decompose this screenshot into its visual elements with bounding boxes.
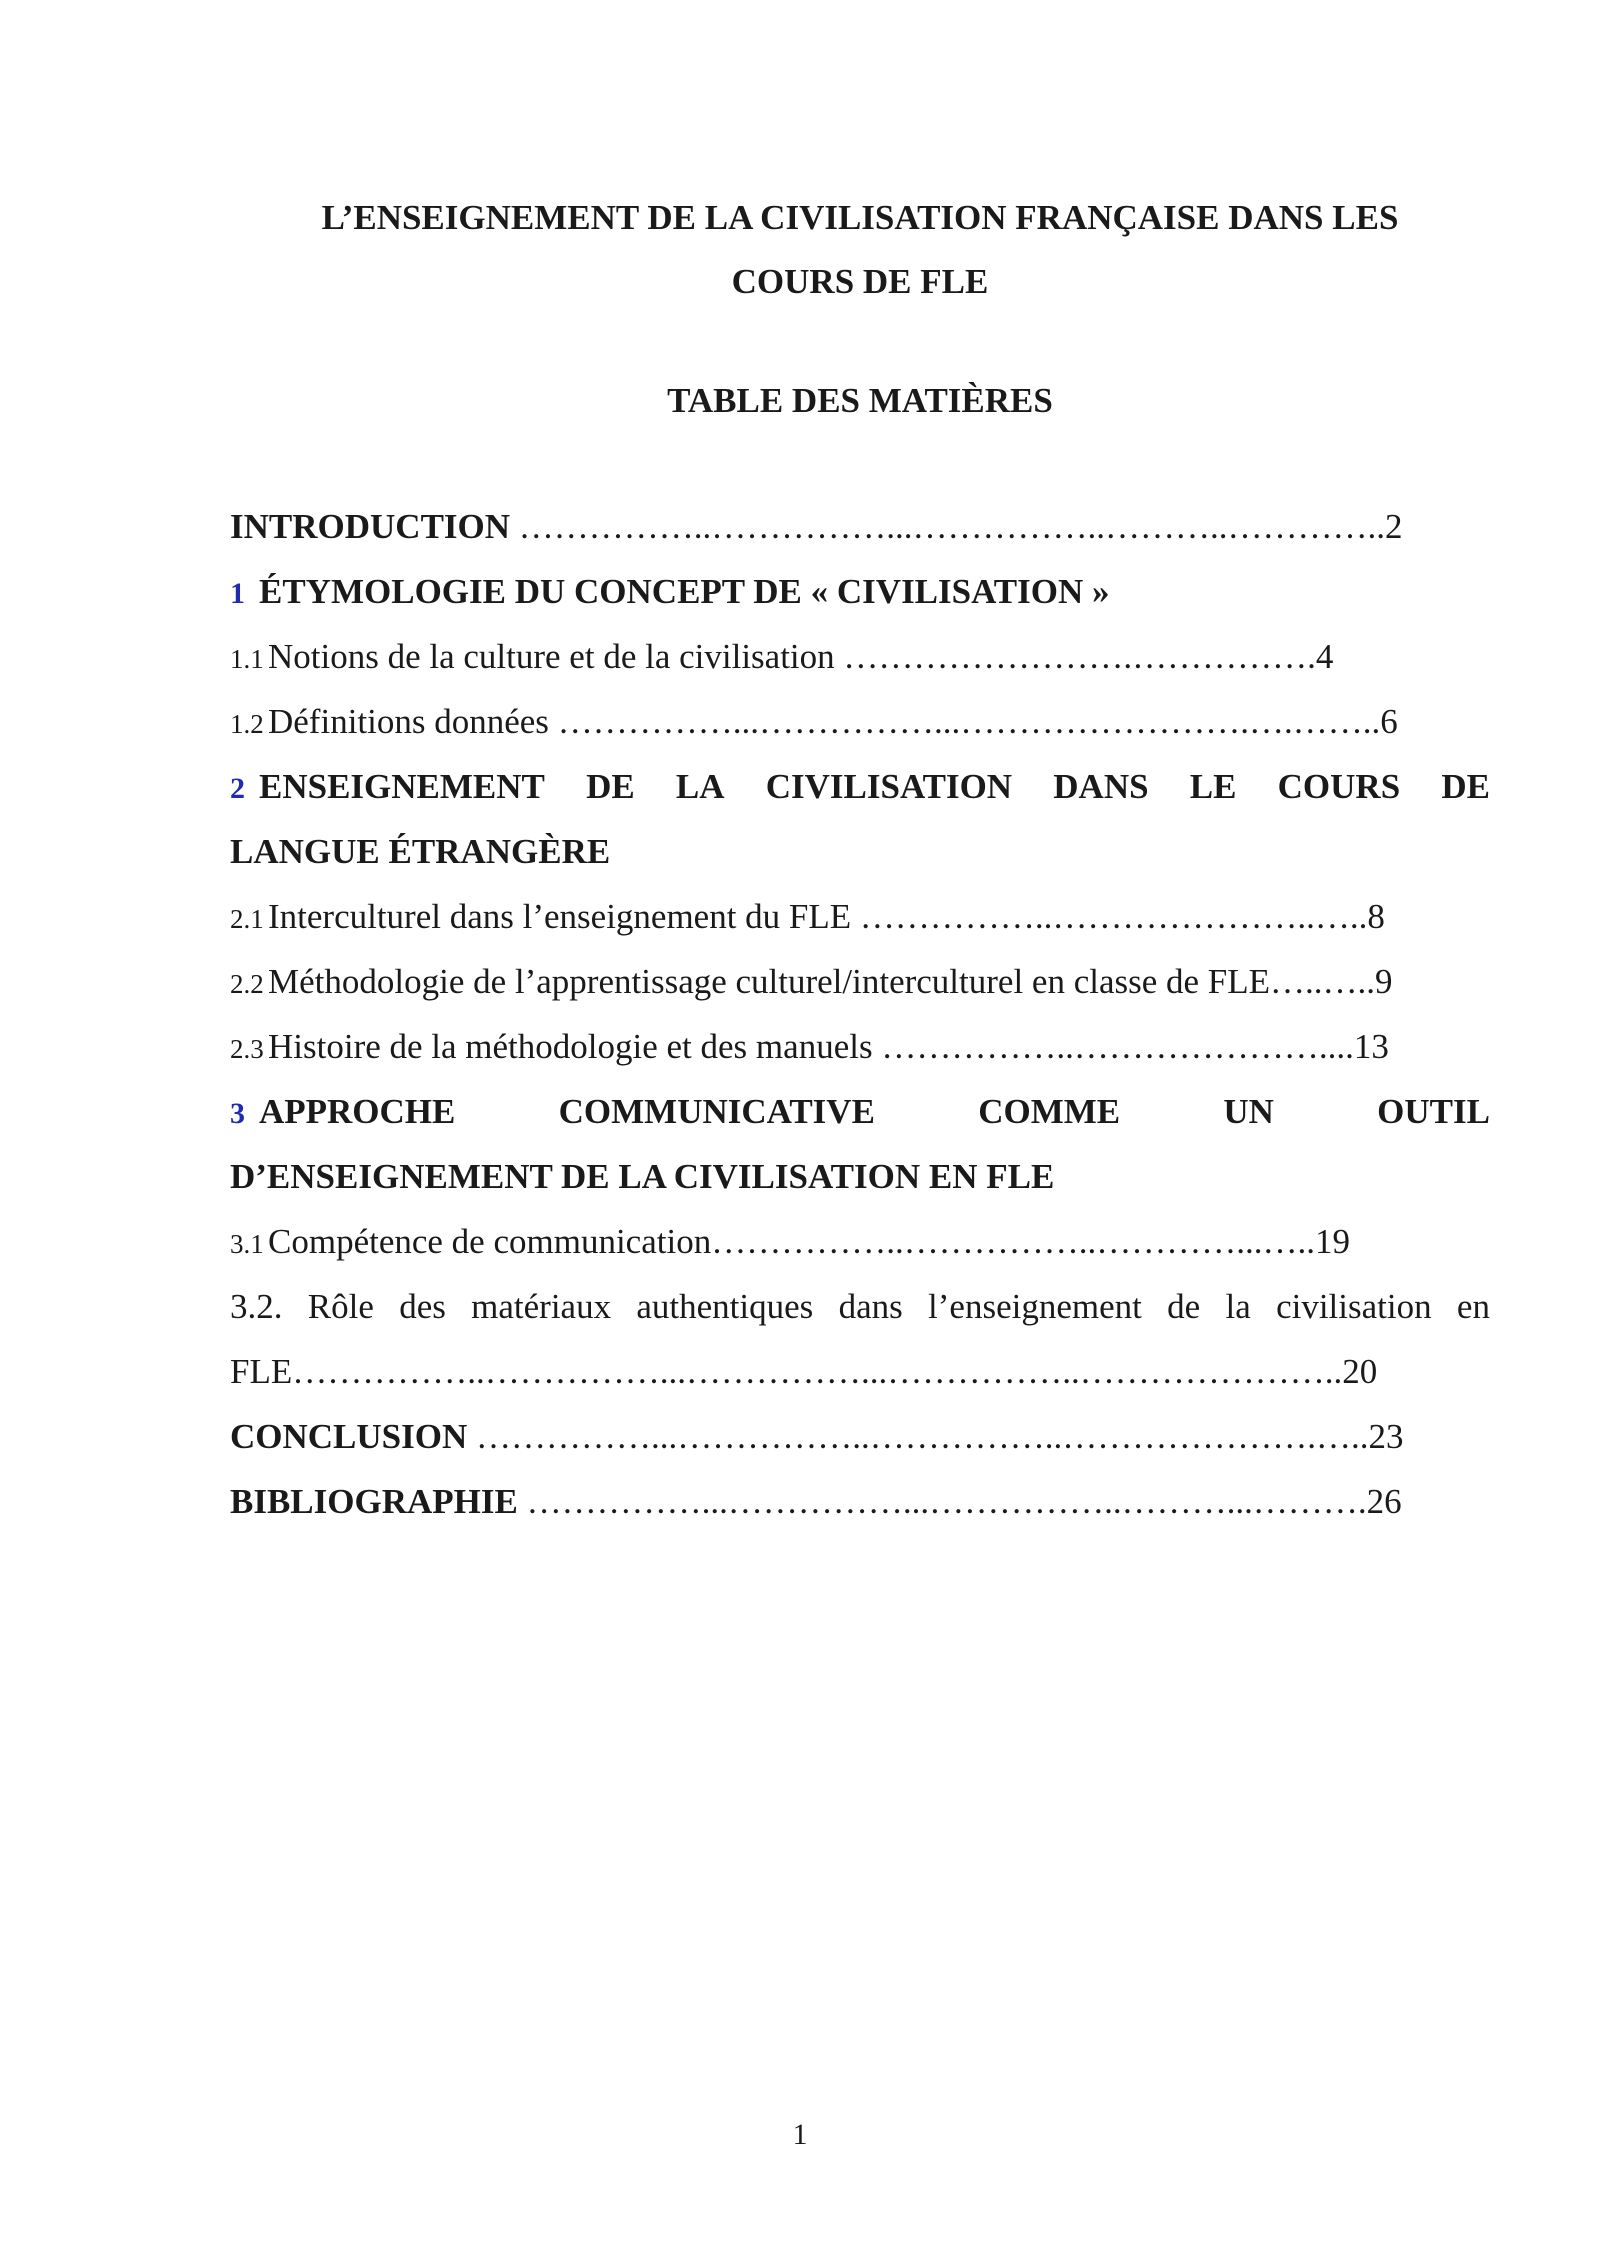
toc-entry-leader: ……………..…………………....13	[881, 1027, 1389, 1066]
subsection-number: 1.2	[230, 709, 264, 739]
section-number: 1	[230, 577, 245, 610]
entry-word: de	[1167, 1287, 1201, 1326]
entry-line-2: FLE……………..……………...……………...……………..…………………..20	[230, 1352, 1378, 1391]
toc-entry-3-2[interactable]	[230, 1274, 1490, 1404]
section-title-word: COURS	[1277, 767, 1401, 806]
toc-entry-label: Histoire de la méthodologie et des manuels	[268, 1027, 882, 1066]
toc-entry-1-1[interactable]	[230, 624, 1490, 689]
entry-word: en	[1456, 1287, 1490, 1326]
entry-line-1	[230, 1274, 1490, 1339]
section-title-word: LE	[1189, 767, 1237, 806]
toc-entry-leader: ……………...……………..……………..………………….…..23	[476, 1417, 1404, 1456]
toc-heading: TABLE DES MATIÈRES	[667, 381, 1053, 420]
section-title-word: OUTIL	[1377, 1092, 1490, 1131]
section-title-word: COMME	[978, 1092, 1121, 1131]
toc-entry-1-2[interactable]	[230, 689, 1490, 754]
subsection-number: 2.2	[230, 969, 264, 999]
section-title-line-2: D’ENSEIGNEMENT DE LA CIVILISATION EN FLE	[230, 1157, 1055, 1196]
section-number-word	[230, 754, 545, 819]
toc-entry-leader: ……………..…………………..…..8	[859, 897, 1385, 936]
toc-entry-label: Définitions données	[268, 702, 558, 741]
toc-entry-leader: ……………...……………...……………..………...……….26	[526, 1482, 1402, 1521]
entry-word: l’enseignement	[928, 1287, 1142, 1326]
toc-entry-leader: ……………..……………...……………..………..…………..2	[518, 507, 1403, 546]
toc-entry-label: Compétence de communication	[268, 1222, 712, 1261]
toc-entry-conclusion[interactable]	[230, 1404, 1490, 1469]
toc-entry-introduction[interactable]	[230, 494, 1490, 559]
toc-entry-3-1[interactable]	[230, 1209, 1490, 1274]
section-title-word: LA	[675, 767, 725, 806]
section-number-word	[230, 1079, 455, 1144]
toc-entry-label: CONCLUSION	[230, 1417, 477, 1456]
toc-entry-bibliographie[interactable]	[230, 1469, 1490, 1534]
section-title-word: DE	[586, 767, 635, 806]
section-title-word: UN	[1223, 1092, 1274, 1131]
section-title-line-1	[230, 1079, 1490, 1144]
section-title-word: CIVILISATION	[765, 767, 1013, 806]
toc-entry-2-2[interactable]	[230, 949, 1490, 1014]
toc-section-3[interactable]	[230, 1079, 1490, 1209]
toc-entry-label: Notions de la culture et de la civilisation	[268, 637, 844, 676]
section-title-word: DANS	[1053, 767, 1149, 806]
section-title-word: ENSEIGNEMENT	[259, 767, 545, 806]
toc-entry-leader: ……………..……………..…………...…..19	[711, 1222, 1350, 1261]
entry-word: dans	[838, 1287, 903, 1326]
toc-section-1[interactable]	[230, 559, 1490, 624]
toc-entry-label: Interculturel dans l’enseignement du FLE	[268, 897, 860, 936]
section-title-word: DE	[1441, 767, 1490, 806]
entry-word: Rôle	[307, 1287, 374, 1326]
toc-section-2[interactable]	[230, 754, 1490, 884]
toc-entry-label: INTRODUCTION	[230, 507, 519, 546]
entry-word: la	[1225, 1287, 1251, 1326]
document-title	[230, 186, 1490, 314]
subsection-number: 2.1	[230, 904, 264, 934]
toc-entry-2-3[interactable]	[230, 1014, 1490, 1079]
subsection-number: 1.1	[230, 644, 264, 674]
section-title-word: APPROCHE	[259, 1092, 456, 1131]
section-title-line-2: LANGUE ÉTRANGÈRE	[230, 832, 611, 871]
subsection-number: 2.3	[230, 1034, 264, 1064]
table-of-contents	[230, 494, 1490, 1534]
title-line-1: L’ENSEIGNEMENT DE LA CIVILISATION FRANÇAISE DANS LES	[321, 198, 1399, 237]
entry-word: matériaux	[471, 1287, 612, 1326]
entry-word: civilisation	[1276, 1287, 1432, 1326]
toc-entry-leader: ……………...……………...…………………….….……..6	[557, 702, 1398, 741]
toc-entry-label: Méthodologie de l’apprentissage culturel/interculturel en classe de FLE	[268, 962, 1271, 1001]
section-number: 2	[230, 772, 245, 805]
entry-word: authentiques	[636, 1287, 814, 1326]
title-line-2: COURS DE FLE	[731, 262, 989, 301]
section-title-word: COMMUNICATIVE	[558, 1092, 875, 1131]
entry-word: 3.2.	[230, 1287, 283, 1326]
section-title-line-1	[230, 754, 1490, 819]
entry-word: des	[399, 1287, 446, 1326]
toc-entry-label: BIBLIOGRAPHIE	[230, 1482, 527, 1521]
page-number: 1	[792, 2118, 808, 2151]
section-number: 3	[230, 1097, 245, 1130]
toc-entry-leader: …..…..9	[1270, 962, 1393, 1001]
section-title: ÉTYMOLOGIE DU CONCEPT DE « CIVILISATION »	[259, 572, 1110, 611]
toc-entry-2-1[interactable]	[230, 884, 1490, 949]
subsection-number: 3.1	[230, 1229, 264, 1259]
toc-entry-leader: …………………….…………….4	[843, 637, 1334, 676]
